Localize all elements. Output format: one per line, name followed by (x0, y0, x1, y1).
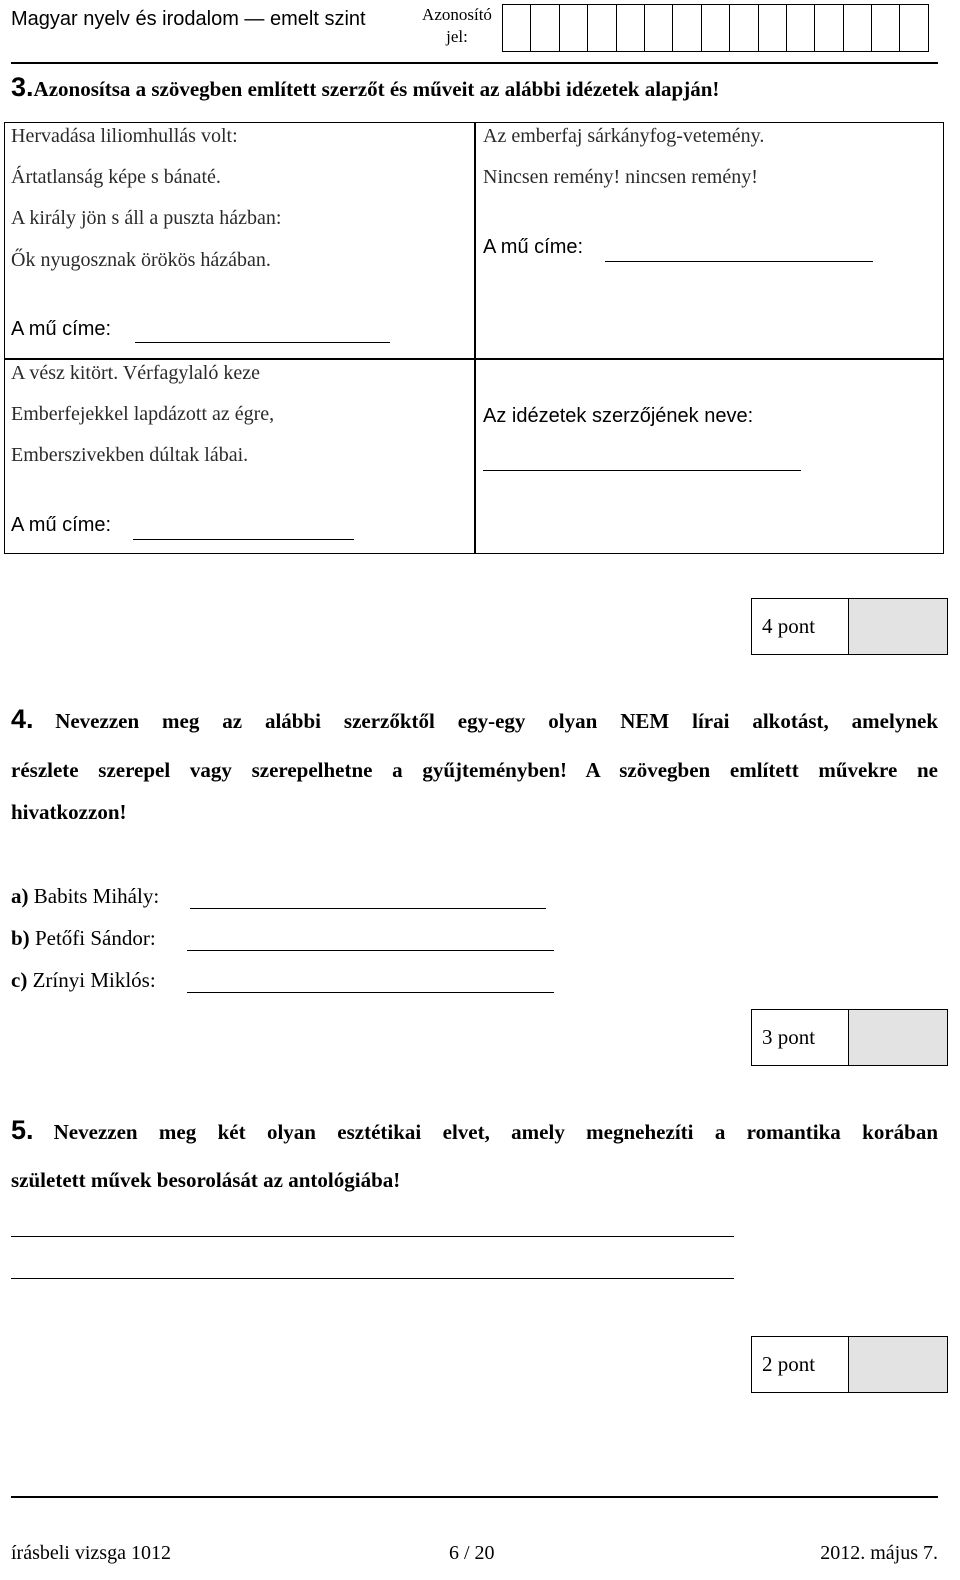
title-answer-line-2[interactable] (605, 261, 873, 262)
id-label-line1: Azonosító (422, 5, 492, 24)
q5-text-1: Nevezzen meg két olyan esztétikai elvet, amely megnehezíti a romantika korában (53, 1120, 939, 1144)
id-box[interactable] (758, 5, 786, 51)
id-box[interactable] (587, 5, 615, 51)
answer-line-a[interactable] (190, 908, 546, 909)
score-box-q4 (751, 1009, 948, 1066)
id-box[interactable] (503, 5, 530, 51)
title-label: A mű címe: (11, 318, 112, 340)
id-box[interactable] (899, 5, 927, 51)
score-entry-cell[interactable] (849, 1337, 947, 1392)
id-box[interactable] (616, 5, 644, 51)
q4-text-2: részlete szerepel vagy szerepelhetne a gyűjteményben! A szövegben említett művekre ne (11, 758, 938, 782)
id-box[interactable] (672, 5, 700, 51)
answer-line-c[interactable] (187, 992, 554, 993)
quote2-line: Az emberfaj sárkányfog-vetemény. (483, 125, 765, 147)
score-label: 4 pont (752, 599, 849, 654)
answer-line-b[interactable] (187, 950, 554, 951)
id-label-line2: jel: (446, 27, 468, 46)
score-box-q3 (751, 598, 948, 655)
id-box[interactable] (729, 5, 757, 51)
quote2-line: Nincsen remény! nincsen remény! (483, 166, 758, 188)
quote3-line: Emberszivekben dúltak lábai. (11, 444, 249, 466)
item-letter: b) (11, 926, 30, 950)
item-author: Zrínyi Miklós: (32, 968, 156, 992)
item-letter: a) (11, 884, 29, 908)
id-box[interactable] (786, 5, 814, 51)
q5-answer-line-1[interactable] (11, 1236, 734, 1237)
author-label: Az idézetek szerzőjének neve: (483, 405, 754, 427)
quote1-line: Ártatlanság képe s bánaté. (11, 166, 221, 188)
id-box[interactable] (843, 5, 871, 51)
q5-line-1 (11, 1115, 938, 1146)
quote1-line: Ők nyugosznak örökös házában. (11, 249, 271, 271)
q4-text-3: hivatkozzon! (11, 800, 127, 824)
id-box[interactable] (644, 5, 672, 51)
id-box[interactable] (814, 5, 842, 51)
header-subject: Magyar nyelv és irodalom — emelt szint (11, 8, 366, 30)
quote-table-hdivider (4, 358, 944, 360)
q5-answer-line-2[interactable] (11, 1278, 734, 1279)
score-box-q5 (751, 1336, 948, 1393)
quote-table-vdivider (474, 122, 476, 554)
header-rule (11, 62, 938, 64)
id-box[interactable] (530, 5, 558, 51)
quote3-line: Emberfejekkel lapdázott az égre, (11, 403, 275, 425)
author-answer-line[interactable] (483, 470, 801, 471)
footer-rule (11, 1496, 938, 1498)
score-label: 2 pont (752, 1337, 849, 1392)
q4-item-b (11, 926, 156, 951)
score-label: 3 pont (752, 1010, 849, 1065)
id-code-boxes[interactable] (502, 4, 929, 52)
q4-number: 4. (11, 704, 34, 734)
quote1-line: A király jön s áll a puszta házban: (11, 207, 282, 229)
q4-item-a (11, 884, 159, 909)
item-author: Petőfi Sándor: (34, 926, 156, 950)
score-entry-cell[interactable] (849, 1010, 947, 1065)
footer-page-number: 6 / 20 (449, 1542, 495, 1564)
quote3-line: A vész kitört. Vérfagylaló keze (11, 362, 260, 384)
q5-number: 5. (11, 1115, 34, 1145)
item-letter: c) (11, 968, 28, 992)
item-author: Babits Mihály: (33, 884, 160, 908)
q3-number: 3. (11, 72, 34, 102)
q4-heading (11, 704, 938, 735)
quote1-line: Hervadása liliomhullás volt: (11, 125, 238, 147)
q3-text: Azonosítsa a szövegben említett szerzőt és műveit az alábbi idézetek alapján! (33, 77, 720, 101)
title-label: A mű címe: (11, 514, 112, 536)
q4-item-c (11, 968, 156, 993)
title-label: A mű címe: (483, 236, 584, 258)
id-box[interactable] (559, 5, 587, 51)
q5-text-2: született művek besorolását az antológiába! (11, 1168, 401, 1192)
id-box[interactable] (871, 5, 899, 51)
score-entry-cell[interactable] (849, 599, 947, 654)
title-answer-line-1[interactable] (135, 342, 390, 343)
footer-date: 2012. május 7. (820, 1542, 938, 1564)
id-label (412, 4, 502, 48)
title-answer-line-3[interactable] (133, 539, 354, 540)
q3-heading (11, 72, 719, 103)
id-box[interactable] (701, 5, 729, 51)
q4-text-1: Nevezzen meg az alábbi szerzőktől egy-egy olyan NEM lírai alkotást, amelynek (55, 709, 938, 733)
footer-exam-code: írásbeli vizsga 1012 (11, 1542, 171, 1564)
q4-line-1 (11, 704, 938, 735)
